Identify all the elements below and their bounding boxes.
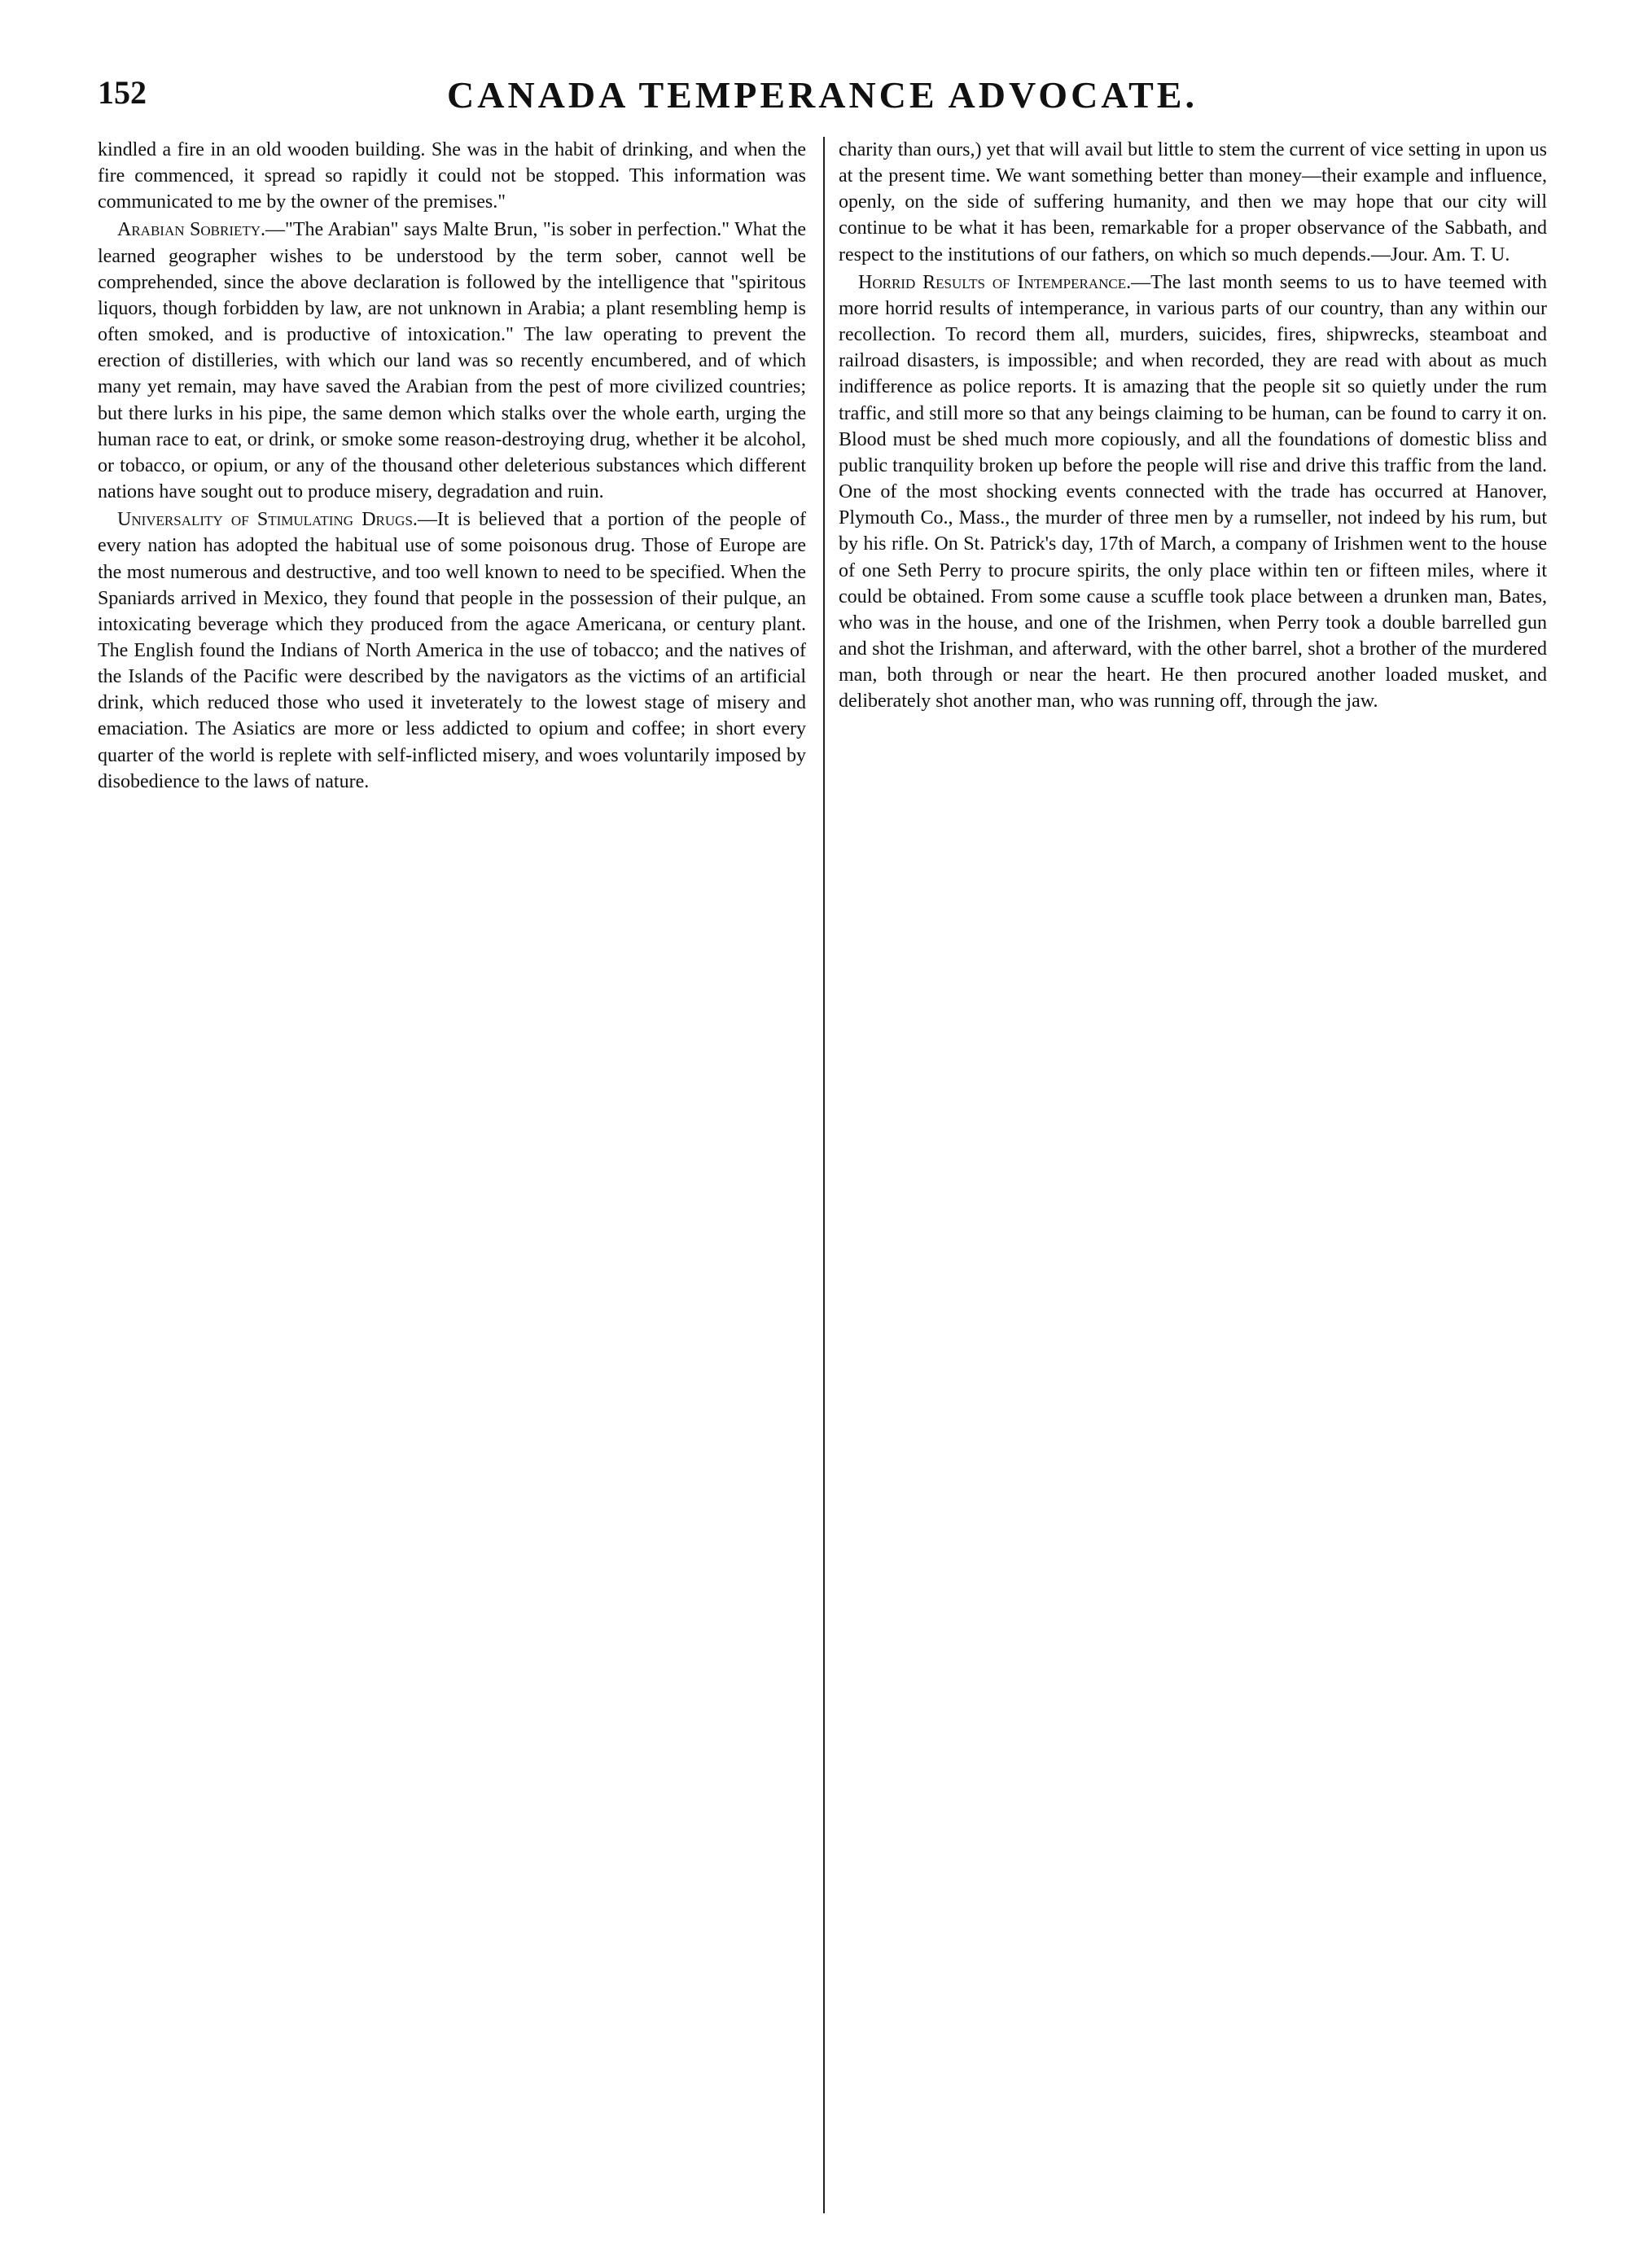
section-heading: Horrid Results of Intemperance.	[858, 271, 1132, 293]
paragraph	[839, 270, 1547, 715]
section-heading: Universality of Stimulating Drugs.	[117, 509, 418, 531]
section-text: —The last month seems to us to have teemed with more horrid results of intemperance, in various parts of our country, than any within our recollection. To record them all, murders, suicides, fires, shipwrecks, steamboat and railroad disasters, is impossible; and when recorded, they are read with about as much indifference as police reports. It is amazing that the people sit so quietly under the rum traffic, and still more so that any beings claiming to be human, can be found to carry it on. Blood must be shed much more copiously, and all the foundations of domestic bliss and public tranquility broken up before the people will rise and drive this traffic from the land. One of the most shocking events connected with the trade has occurred at Hanover, Plymouth Co., Mass., the murder of three men by a rumseller, not indeed by his rum, but by his rifle. On St. Patrick's day, 17th of March, a company of Irishmen went to the house of one Seth Perry to procure spirits, the only place within ten or fifteen miles, where it could be obtained. From some cause a scuffle took place between a drunken man, Bates, who was in the house, and one of the Irishmen, when Perry took a double barrelled gun and shot the Irishman, and afterward, with the other barrel, shot a brother of the murdered man, both through or near the heart. He then procured another loaded musket, and deliberately shot another man, who was running off, through the jaw.	[839, 271, 1547, 713]
paragraph: kindled a fire in an old wooden building. She was in the habit of drinking, and when the fire commenced, it spread so rapidly it could not be stopped. This information was communicated to me by the owner of the premises."	[98, 139, 806, 213]
paragraph	[98, 507, 806, 795]
section-heading: Arabian Sobriety.	[117, 219, 266, 241]
column-divider	[823, 137, 825, 2213]
paragraph	[98, 217, 806, 505]
section-text: —"The Arabian" says Malte Brun, "is sober in perfection." What the learned geographer wishes to be understood by the term sober, cannot well be comprehended, since the above declaration is followed by the intelligence that "spiritous liquors, though forbidden by law, are not unknown in Arabia; a plant resembling hemp is often smoked, and is productive of intoxication." The law operating to prevent the erection of distilleries, with which our land was so recently encumbered, and of which many yet remain, may have saved the Arabian from the pest of more civilized countries; but there lurks in his pipe, the same demon which stalks over the whole earth, urging the human race to eat, or drink, or smoke some reason-destroying drug, whether it be alcohol, or tobacco, or opium, or any of the thousand other deleterious substances which different nations have sought out to produce misery, degradation and ruin.	[98, 219, 806, 503]
paragraph: charity than ours,) yet that will avail but little to stem the current of vice setting in upon us at the present time. We want something better than money—their example and influence, openly, on the side of suffering humanity, and then we may hope that our city will continue to be what it has been, remarkable for a proper observance of the Sabbath, and respect to the institutions of our fathers, on which so much depends.—Jour. Am. T. U.	[839, 139, 1547, 265]
right-column	[839, 137, 1547, 716]
section-text: —It is believed that a portion of the people of every nation has adopted the habitual use of some poisonous drug. Those of Europe are the most numerous and destructive, and too well known to need to be specified. When the Spaniards arrived in Mexico, they found that people in the possession of their pulque, an intoxicating beverage which they produced from the agace Americana, or century plant. The English found the Indians of North America in the use of tobacco; and the natives of the Islands of the Pacific were described by the navigators as the victims of an artificial drink, which reduced those who used it inveterately to the lowest stage of misery and emaciation. The Asiatics are more or less addicted to opium and coffee; in short every quarter of the world is replete with self-inflicted misery, and woes voluntarily imposed by disobedience to the laws of nature.	[98, 509, 806, 792]
page-number: 152	[98, 74, 147, 111]
page-header	[98, 65, 1547, 130]
left-column	[98, 137, 806, 796]
publication-title: CANADA TEMPERANCE ADVOCATE.	[447, 74, 1198, 116]
